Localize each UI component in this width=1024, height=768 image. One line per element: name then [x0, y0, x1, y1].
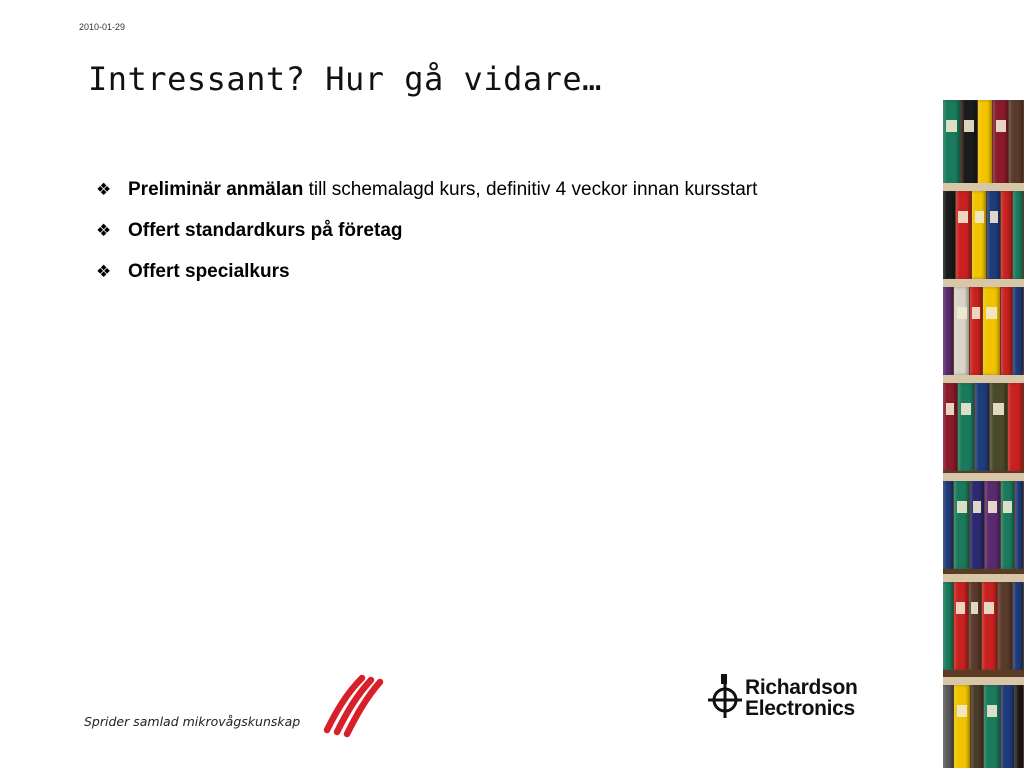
company-name-line1: Richardson	[745, 676, 858, 699]
bullet-item	[96, 219, 926, 243]
book-spine	[982, 582, 998, 670]
book-spine	[956, 191, 971, 279]
book-spine	[970, 481, 984, 569]
book-spine	[984, 685, 1000, 768]
slide-date: 2010-01-29	[79, 22, 126, 32]
book-spine	[1013, 287, 1023, 375]
bullet-bold-text: Offert specialkurs	[128, 261, 290, 282]
book-spine	[954, 287, 970, 375]
bullet-bold-text: Offert standardkurs på företag	[128, 220, 403, 241]
book-spine	[943, 582, 953, 670]
book-spine	[983, 287, 1000, 375]
book-spine	[943, 481, 953, 569]
company-name	[745, 677, 858, 719]
book-spine	[987, 191, 1000, 279]
book-spine	[998, 582, 1012, 670]
bullet-item	[96, 260, 926, 284]
shelf-row	[943, 100, 1024, 188]
book-spine	[1008, 383, 1023, 471]
shelf-row	[943, 582, 1024, 670]
diamond-bullet-icon: ❖	[96, 180, 112, 200]
book-spine	[971, 685, 983, 768]
book-spine	[972, 191, 986, 279]
book-spine	[961, 100, 978, 188]
book-spine	[1013, 582, 1023, 670]
book-spine	[943, 100, 960, 188]
red-stripes-logo-icon	[84, 672, 384, 744]
book-spine	[1001, 481, 1015, 569]
book-spine	[954, 481, 970, 569]
book-spine	[970, 287, 982, 375]
book-spine	[1001, 287, 1013, 375]
book-spine	[1015, 685, 1023, 768]
diamond-bullet-icon: ❖	[96, 262, 112, 282]
bullet-text	[128, 260, 290, 284]
book-spine	[943, 287, 953, 375]
shelf-row	[943, 191, 1024, 279]
bullet-list	[96, 178, 926, 301]
book-spine	[975, 383, 989, 471]
bookshelf-image	[943, 100, 1024, 768]
bullet-item	[96, 178, 926, 202]
book-spine	[969, 582, 981, 670]
shelf-row	[943, 481, 1024, 569]
book-spine	[1015, 481, 1023, 569]
bullet-text	[128, 219, 403, 243]
book-spine	[954, 685, 971, 768]
shelf-row	[943, 383, 1024, 471]
bullet-text	[128, 178, 757, 202]
company-name-line2: Electronics	[745, 697, 855, 720]
diamond-bullet-icon: ❖	[96, 221, 112, 241]
richardson-crosshair-logo-icon	[707, 672, 747, 724]
book-spine	[943, 191, 955, 279]
book-spine	[943, 685, 953, 768]
shelf-row	[943, 287, 1024, 375]
book-spine	[943, 383, 957, 471]
company-tagline: Sprider samlad mikrovågskunskap	[84, 714, 301, 729]
book-spine	[1009, 100, 1023, 188]
slide-title: Intressant? Hur gå vidare…	[88, 60, 602, 98]
bullet-plain-text: till schemalagd kurs, definitiv 4 veckor innan kursstart	[303, 179, 758, 200]
book-spine	[990, 383, 1007, 471]
book-spine	[958, 383, 974, 471]
book-spine	[978, 100, 992, 188]
book-spine	[1001, 191, 1013, 279]
book-spine	[985, 481, 1000, 569]
book-spine	[1013, 191, 1023, 279]
book-spine	[993, 100, 1009, 188]
bullet-bold-text: Preliminär anmälan	[128, 179, 304, 200]
book-spine	[1001, 685, 1015, 768]
book-spine	[954, 582, 968, 670]
shelf-row	[943, 685, 1024, 768]
